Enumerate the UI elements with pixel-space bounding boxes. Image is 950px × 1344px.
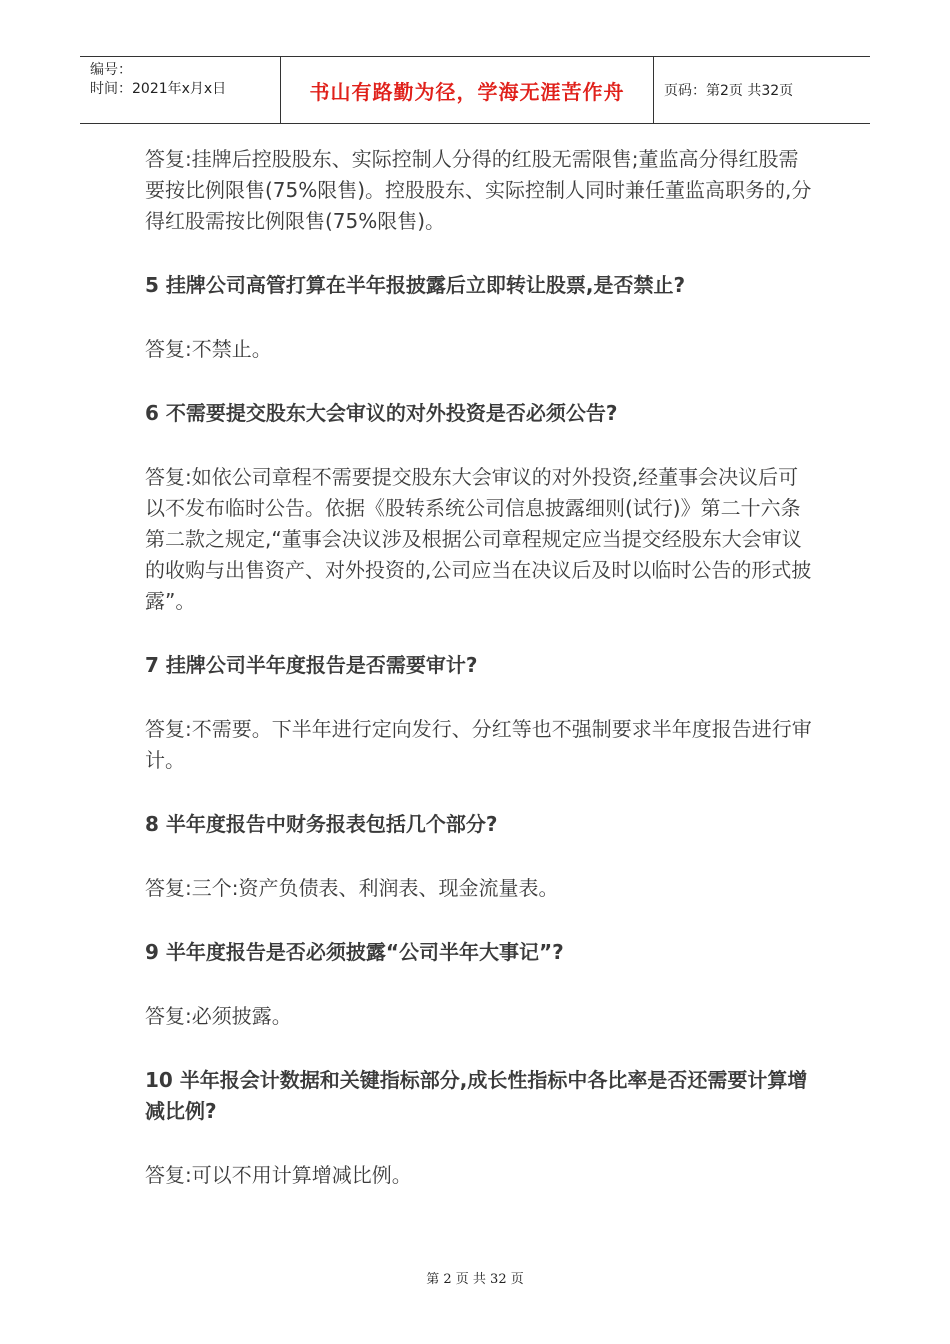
question-heading: 7 挂牌公司半年度报告是否需要审计? (145, 653, 478, 677)
answer-paragraph: 答复:挂牌后控股股东、实际控制人分得的红股无需限售;董监高分得红股需要按比例限售(75%限售)。控股股东、实际控制人同时兼任董监高职务的,分得红股需按比例限售(75%限售)。 (145, 147, 812, 233)
answer-paragraph: 答复:不需要。下半年进行定向发行、分红等也不强制要求半年度报告进行审计。 (145, 717, 812, 772)
question-heading: 8 半年度报告中财务报表包括几个部分? (145, 812, 498, 836)
question-heading: 6 不需要提交股东大会审议的对外投资是否必须公告? (145, 401, 618, 425)
page-header (80, 56, 870, 124)
answer-paragraph: 答复:不禁止。 (145, 337, 272, 361)
header-code-label: 编号： (90, 62, 132, 78)
header-meta-cell (80, 57, 281, 123)
question-heading: 10 半年报会计数据和关键指标部分,成长性指标中各比率是否还需要计算增减比例? (145, 1068, 808, 1123)
answer-paragraph: 答复:三个:资产负债表、利润表、现金流量表。 (145, 876, 559, 900)
answer-paragraph: 答复:必须披露。 (145, 1004, 292, 1028)
document-body (145, 144, 817, 1191)
header-date-label: 时间：2021年x月x日 (90, 81, 227, 97)
page-footer: 第 2 页 共 32 页 (426, 1272, 524, 1287)
answer-paragraph: 答复:如依公司章程不需要提交股东大会审议的对外投资,经董事会决议后可以不发布临时公告。依据《股转系统公司信息披露细则(试行)》第二十六条第二款之规定,“董事会决议涉及根据公司章程规定应当提交经股东大会审议的收购与出售资产、对外投资的,公司应当在决议后及时以临时公告的形式披露”。 (145, 465, 812, 613)
question-heading: 5 挂牌公司高管打算在半年报披露后立即转让股票,是否禁止? (145, 273, 686, 297)
header-motto: 书山有路勤为径，学海无涯苦作舟 (281, 57, 654, 123)
answer-paragraph: 答复:可以不用计算增减比例。 (145, 1163, 412, 1187)
question-heading: 9 半年度报告是否必须披露“公司半年大事记”? (145, 940, 564, 964)
header-page-info: 页码：第2页 共32页 (664, 83, 794, 99)
